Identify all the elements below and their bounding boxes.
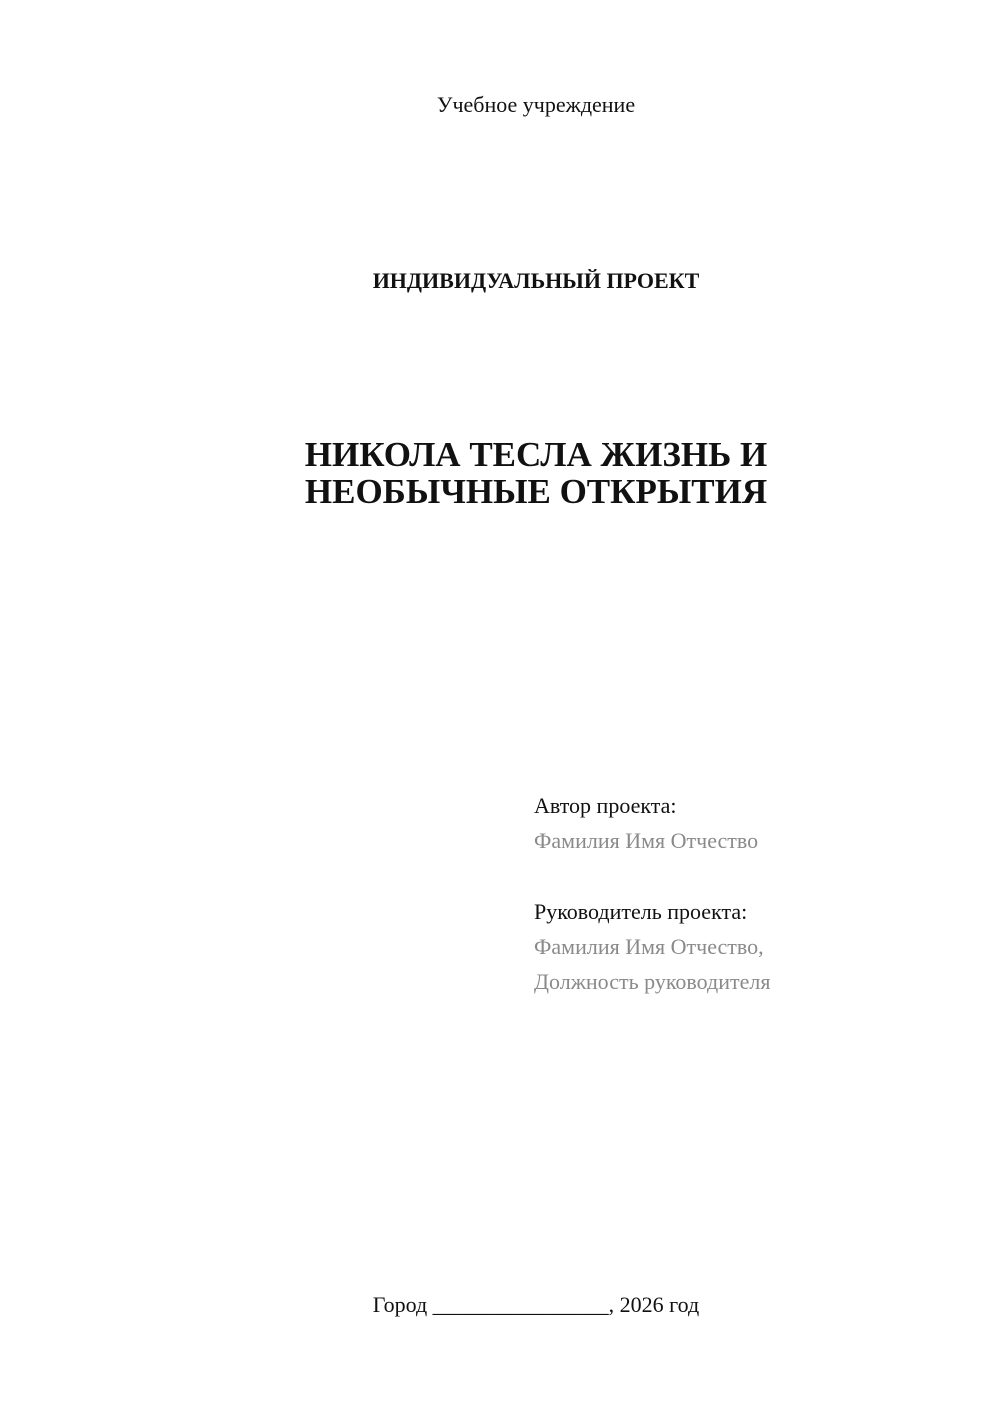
document-title-line: НЕОБЫЧНЫЕ ОТКРЫТИЯ (304, 472, 768, 511)
author-label: Автор проекта: (534, 793, 677, 818)
spacer (534, 858, 974, 894)
city-year-line: Город ________________, 2026 год (372, 1292, 700, 1317)
author-name: Фамилия Имя Отчество (534, 828, 759, 853)
authors-block (534, 788, 974, 999)
supervisor-name: Фамилия Имя Отчество, (534, 934, 764, 959)
supervisor-label: Руководитель проекта: (534, 899, 748, 924)
document-title-line: НИКОЛА ТЕСЛА ЖИЗНЬ И (304, 435, 768, 474)
document-title (0, 436, 1000, 510)
supervisor-position: Должность руководителя (534, 969, 771, 994)
institution-name: Учебное учреждение (436, 92, 636, 117)
document-type: ИНДИВИДУАЛЬНЫЙ ПРОЕКТ (372, 268, 700, 293)
